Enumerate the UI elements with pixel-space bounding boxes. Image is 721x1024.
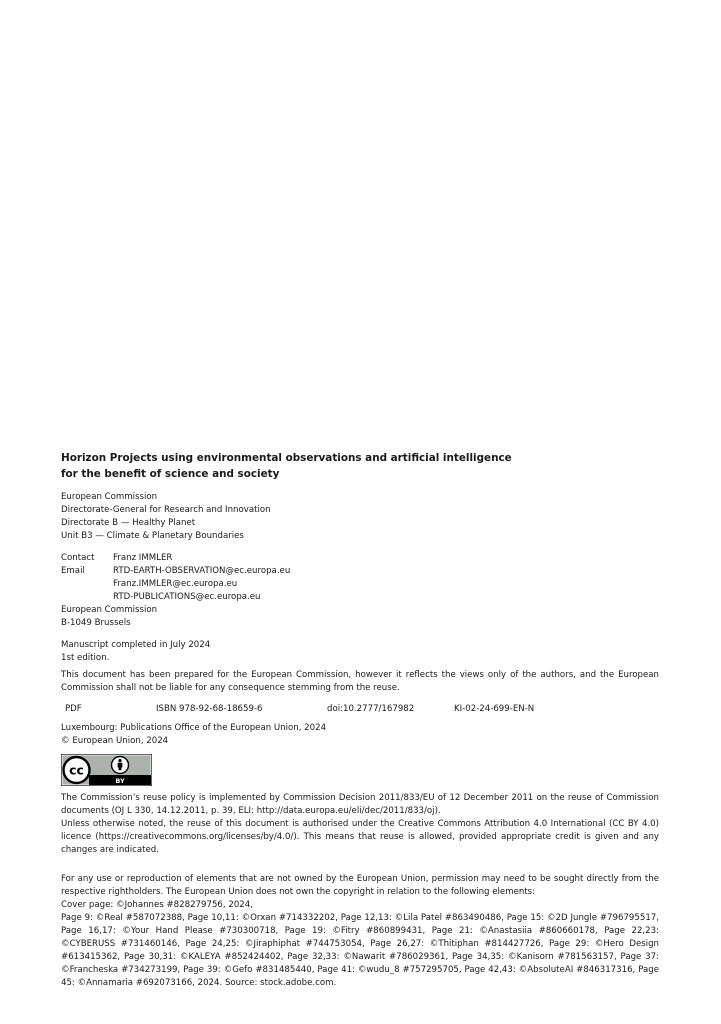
image-credits: Page 9: ©Real #587072388, Page 10,11: ©Orxan #714332202, Page 12,13: ©Lila Patel #863490486, Page 15: ©2D Jungle #796795517, Page 16,17: ©Your Hand Please #730300718, Page 19: ©Fitry #860899431, Page 21: ©Anastasiia #860660178, Page 22,23: ©CYBERUSS #731460146, Page 24,25: ©Jiraphiphat #744753054, Page 26,27: ©Thitiphan #814427726, Page 29: ©Hero Design #613415362, Page 30,31: ©KALEYA #852424402, Page 32,33: ©Nawarit #786029361, Page 34,35: ©Kanisorn #781563157, Page 37: ©Francheska #734273199, Page 39: ©Gefo #831485440, Page 41: ©wudu_8 #757295705, Page 42,43: ©AbsoluteAI #846317316, Page 45: ©Annamaria #692073166, 2024. Source: stock.adobe.com. — [61, 913, 659, 988]
email-row — [61, 565, 659, 578]
by-label: BY — [115, 777, 125, 785]
contact-label: Contact — [61, 553, 95, 563]
contact-row — [61, 552, 659, 565]
org-line: European Commission — [61, 492, 158, 502]
org-line: Directorate B — Healthy Planet — [61, 518, 196, 528]
permission-text: For any use or reproduction of elements that are not owned by the European Union, permission may need to be sought directly from the respective rightholders. The European Union does not own the copyright in relation to the following elements: — [61, 874, 659, 897]
document-page — [61, 450, 659, 990]
copyright-line: © European Union, 2024 — [61, 736, 169, 746]
publisher-line: Luxembourg: Publications Office of the European Union, 2024 — [61, 723, 327, 733]
email-label: Email — [61, 566, 85, 576]
title-line: for the benefit of science and society — [61, 468, 280, 480]
publication-info-row — [61, 703, 659, 716]
publisher-block — [61, 722, 659, 748]
cc-by-licence-icon[interactable] — [61, 754, 152, 786]
email-link[interactable]: RTD-PUBLICATIONS@ec.europa.eu — [113, 592, 261, 602]
manuscript-block — [61, 639, 659, 665]
org-line: Unit B3 — Climate & Planetary Boundaries — [61, 531, 244, 541]
licence-text: Unless otherwise noted, the reuse of this document is authorised under the Creative Commons Attribution 4.0 International (CC BY 4.0) licence (https://creativecommons.org/licenses/by/4.0/). This means that reuse is allowed, provided appropriate credit is given and any changes are indicated. — [61, 819, 659, 855]
manuscript-line: Manuscript completed in July 2024 — [61, 640, 211, 650]
pub-format: PDF — [65, 704, 82, 714]
disclaimer-text: This document has been prepared for the European Commission, however it reflects the views only of the authors, and the European Commission shall not be liable for any consequence stemming from the reuse. — [61, 670, 659, 693]
email-link[interactable]: RTD-EARTH-OBSERVATION@ec.europa.eu — [113, 566, 291, 576]
address-line: European Commission — [61, 605, 158, 615]
pub-doi: doi:10.2777/167982 — [327, 704, 415, 714]
reuse-policy-text: The Commission’s reuse policy is implemented by Commission Decision 2011/833/EU of 12 December 2011 on the reuse of Commission documents (OJ L 330, 14.12.2011, p. 39, ELI: http://data.europa.eu/eli/dec/2011/833/oj). — [61, 793, 659, 816]
pub-catalogue-number: KI-02-24-699-EN-N — [454, 704, 535, 714]
edition-line: 1st edition. — [61, 653, 110, 663]
email-link[interactable]: Franz.IMMLER@ec.europa.eu — [113, 579, 238, 589]
address-line: B-1049 Brussels — [61, 618, 131, 628]
contact-name: Franz IMMLER — [113, 553, 173, 563]
org-line: Directorate-General for Research and Innovation — [61, 505, 271, 515]
pub-isbn: ISBN 978-92-68-18659-6 — [156, 704, 263, 714]
document-title — [61, 450, 659, 482]
cc-label: cc — [69, 762, 84, 778]
contact-block — [61, 552, 659, 630]
organisation-block — [61, 491, 659, 543]
cover-credit: Cover page: ©Johannes #828279756, 2024, — [61, 900, 253, 910]
title-line: Horizon Projects using environmental observations and artificial intelligence — [61, 452, 512, 464]
